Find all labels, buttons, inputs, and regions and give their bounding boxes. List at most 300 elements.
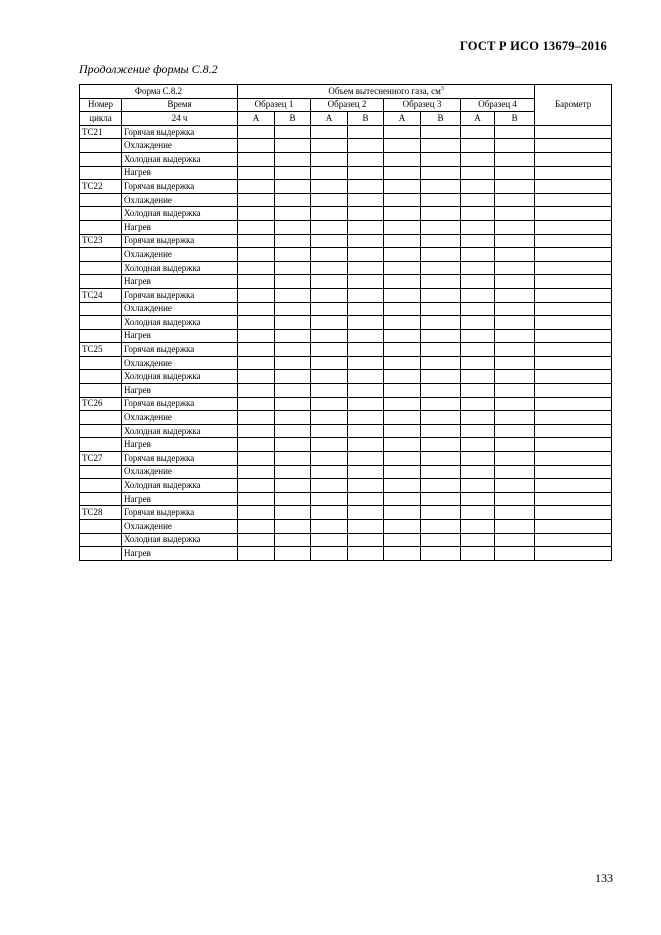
value-cell [421, 438, 461, 452]
barometer-cell [535, 193, 612, 207]
value-cell [421, 234, 461, 248]
barometer-cell [535, 316, 612, 330]
value-cell [275, 248, 311, 262]
value-cell [421, 424, 461, 438]
value-cell [238, 492, 275, 506]
table-row [80, 479, 612, 493]
value-cell [461, 288, 495, 302]
value-cell [384, 356, 421, 370]
value-cell [238, 125, 275, 139]
value-cell [421, 275, 461, 289]
value-cell [384, 139, 421, 153]
stage-cell: Нагрев [122, 492, 238, 506]
value-cell [495, 139, 535, 153]
barometer-cell [535, 438, 612, 452]
value-cell [495, 220, 535, 234]
table-row [80, 520, 612, 534]
cycle-cell [80, 207, 122, 221]
stage-cell: Охлаждение [122, 248, 238, 262]
column-b-header: В [348, 112, 384, 126]
value-cell [495, 152, 535, 166]
value-cell [348, 479, 384, 493]
value-cell [421, 316, 461, 330]
barometer-cell [535, 424, 612, 438]
stage-cell: Охлаждение [122, 520, 238, 534]
value-cell [311, 316, 348, 330]
value-cell [384, 452, 421, 466]
value-cell [384, 438, 421, 452]
value-cell [275, 397, 311, 411]
cycle-cell [80, 302, 122, 316]
value-cell [238, 139, 275, 153]
gas-volume-table [79, 84, 612, 561]
value-cell [275, 384, 311, 398]
value-cell [348, 424, 384, 438]
table-row [80, 533, 612, 547]
value-cell [384, 397, 421, 411]
barometer-cell [535, 261, 612, 275]
value-cell [461, 248, 495, 262]
barometer-cell [535, 139, 612, 153]
value-cell [275, 465, 311, 479]
value-cell [384, 220, 421, 234]
stage-cell: Горячая выдержка [122, 288, 238, 302]
stage-cell: Нагрев [122, 166, 238, 180]
stage-cell: Холодная выдержка [122, 261, 238, 275]
cycle-cell [80, 139, 122, 153]
value-cell [275, 438, 311, 452]
value-cell [238, 465, 275, 479]
table-row [80, 207, 612, 221]
value-cell [384, 329, 421, 343]
table-row [80, 370, 612, 384]
table-row [80, 261, 612, 275]
value-cell [495, 520, 535, 534]
cycle-cell: ТС23 [80, 234, 122, 248]
stage-cell: Холодная выдержка [122, 424, 238, 438]
table-row [80, 343, 612, 357]
value-cell [384, 547, 421, 561]
value-cell [238, 343, 275, 357]
value-cell [495, 248, 535, 262]
value-cell [311, 452, 348, 466]
barometer-cell [535, 506, 612, 520]
value-cell [348, 152, 384, 166]
value-cell [311, 384, 348, 398]
value-cell [495, 180, 535, 194]
value-cell [461, 275, 495, 289]
value-cell [348, 520, 384, 534]
value-cell [461, 207, 495, 221]
value-cell [238, 520, 275, 534]
value-cell [384, 302, 421, 316]
value-cell [348, 533, 384, 547]
barometer-cell [535, 492, 612, 506]
page-number: 133 [595, 871, 613, 885]
value-cell [421, 193, 461, 207]
value-cell [461, 356, 495, 370]
value-cell [495, 275, 535, 289]
value-cell [384, 411, 421, 425]
value-cell [275, 411, 311, 425]
value-cell [275, 220, 311, 234]
table-row [80, 384, 612, 398]
cycle-cell: ТС25 [80, 343, 122, 357]
barometer-cell [535, 125, 612, 139]
value-cell [461, 343, 495, 357]
value-cell [495, 533, 535, 547]
table-row [80, 193, 612, 207]
value-cell [421, 343, 461, 357]
value-cell [461, 520, 495, 534]
value-cell [311, 479, 348, 493]
table-row [80, 275, 612, 289]
value-cell [421, 356, 461, 370]
value-cell [421, 370, 461, 384]
stage-cell: Холодная выдержка [122, 370, 238, 384]
value-cell [348, 329, 384, 343]
value-cell [311, 411, 348, 425]
table-row [80, 438, 612, 452]
value-cell [348, 370, 384, 384]
value-cell [461, 329, 495, 343]
stage-cell: Нагрев [122, 220, 238, 234]
value-cell [461, 479, 495, 493]
value-cell [461, 193, 495, 207]
value-cell [421, 139, 461, 153]
value-cell [495, 547, 535, 561]
value-cell [421, 302, 461, 316]
value-cell [238, 397, 275, 411]
value-cell [384, 288, 421, 302]
value-cell [421, 506, 461, 520]
value-cell [311, 492, 348, 506]
value-cell [495, 397, 535, 411]
value-cell [275, 125, 311, 139]
value-cell [495, 384, 535, 398]
column-a-header: А [238, 112, 275, 126]
value-cell [348, 506, 384, 520]
value-cell [275, 370, 311, 384]
cycle-cell [80, 438, 122, 452]
value-cell [495, 234, 535, 248]
table-row [80, 452, 612, 466]
cycle-cell [80, 316, 122, 330]
value-cell [421, 547, 461, 561]
value-cell [495, 356, 535, 370]
barometer-cell [535, 533, 612, 547]
value-cell [238, 288, 275, 302]
stage-cell: Холодная выдержка [122, 152, 238, 166]
table-row [80, 492, 612, 506]
table-row [80, 411, 612, 425]
barometer-cell [535, 248, 612, 262]
value-cell [275, 234, 311, 248]
value-cell [311, 234, 348, 248]
value-cell [311, 424, 348, 438]
value-cell [421, 125, 461, 139]
stage-cell: Горячая выдержка [122, 397, 238, 411]
table-row [80, 139, 612, 153]
value-cell [384, 479, 421, 493]
value-cell [495, 288, 535, 302]
value-cell [461, 152, 495, 166]
value-cell [495, 424, 535, 438]
value-cell [275, 356, 311, 370]
value-cell [348, 302, 384, 316]
value-cell [275, 547, 311, 561]
value-cell [384, 248, 421, 262]
value-cell [348, 248, 384, 262]
value-cell [275, 180, 311, 194]
value-cell [348, 397, 384, 411]
barometer-cell [535, 356, 612, 370]
value-cell [348, 384, 384, 398]
value-cell [348, 234, 384, 248]
value-cell [421, 207, 461, 221]
value-cell [238, 506, 275, 520]
barometer-cell [535, 465, 612, 479]
value-cell [384, 152, 421, 166]
value-cell [461, 506, 495, 520]
value-cell [461, 547, 495, 561]
value-cell [421, 465, 461, 479]
barometer-cell [535, 397, 612, 411]
value-cell [495, 166, 535, 180]
table-row [80, 125, 612, 139]
value-cell [311, 166, 348, 180]
value-cell [238, 479, 275, 493]
table-row [80, 220, 612, 234]
sample-2-header: Образец 2 [311, 98, 384, 112]
value-cell [461, 261, 495, 275]
value-cell [495, 329, 535, 343]
value-cell [384, 384, 421, 398]
value-cell [461, 438, 495, 452]
value-cell [311, 506, 348, 520]
stage-cell: Охлаждение [122, 411, 238, 425]
value-cell [238, 384, 275, 398]
value-cell [311, 152, 348, 166]
barometer-header: Барометр [535, 85, 612, 126]
value-cell [421, 384, 461, 398]
value-cell [238, 370, 275, 384]
value-cell [348, 288, 384, 302]
value-cell [348, 452, 384, 466]
stage-cell: Охлаждение [122, 139, 238, 153]
barometer-cell [535, 288, 612, 302]
value-cell [461, 397, 495, 411]
value-cell [348, 261, 384, 275]
table-row [80, 234, 612, 248]
value-cell [495, 261, 535, 275]
value-cell [495, 411, 535, 425]
barometer-cell [535, 220, 612, 234]
value-cell [275, 275, 311, 289]
value-cell [384, 520, 421, 534]
table-row [80, 316, 612, 330]
value-cell [238, 275, 275, 289]
value-cell [275, 424, 311, 438]
table-row [80, 329, 612, 343]
value-cell [421, 452, 461, 466]
standard-header: ГОСТ Р ИСО 13679–2016 [459, 39, 607, 53]
value-cell [421, 152, 461, 166]
value-cell [421, 411, 461, 425]
value-cell [275, 152, 311, 166]
value-cell [311, 193, 348, 207]
value-cell [238, 261, 275, 275]
stage-cell: Охлаждение [122, 356, 238, 370]
cycle-cell [80, 411, 122, 425]
barometer-cell [535, 411, 612, 425]
stage-cell: Холодная выдержка [122, 316, 238, 330]
value-cell [461, 370, 495, 384]
barometer-cell [535, 275, 612, 289]
barometer-cell [535, 180, 612, 194]
value-cell [275, 302, 311, 316]
value-cell [311, 261, 348, 275]
value-cell [384, 207, 421, 221]
stage-cell: Нагрев [122, 384, 238, 398]
value-cell [348, 220, 384, 234]
cycle-cell [80, 193, 122, 207]
value-cell [495, 125, 535, 139]
stage-cell: Горячая выдержка [122, 343, 238, 357]
value-cell [238, 316, 275, 330]
value-cell [421, 248, 461, 262]
value-cell [495, 316, 535, 330]
value-cell [384, 275, 421, 289]
cycle-cell [80, 275, 122, 289]
cycle-cell [80, 533, 122, 547]
barometer-cell [535, 479, 612, 493]
value-cell [384, 180, 421, 194]
cycle-cell [80, 356, 122, 370]
value-cell [495, 302, 535, 316]
value-cell [461, 533, 495, 547]
value-cell [348, 125, 384, 139]
barometer-cell [535, 547, 612, 561]
value-cell [384, 261, 421, 275]
value-cell [384, 424, 421, 438]
form-label: Форма С.8.2 [80, 85, 238, 99]
value-cell [311, 343, 348, 357]
column-a-header: А [311, 112, 348, 126]
value-cell [275, 288, 311, 302]
value-cell [311, 533, 348, 547]
value-cell [348, 193, 384, 207]
cycle-cell [80, 492, 122, 506]
cycle-cell [80, 220, 122, 234]
cycle-cell [80, 424, 122, 438]
column-b-header: В [421, 112, 461, 126]
cycle-cell [80, 370, 122, 384]
cycle-header: Номер [80, 98, 122, 112]
barometer-cell [535, 234, 612, 248]
value-cell [275, 506, 311, 520]
value-cell [275, 207, 311, 221]
value-cell [238, 166, 275, 180]
cycle-cell: ТС26 [80, 397, 122, 411]
value-cell [238, 438, 275, 452]
value-cell [348, 180, 384, 194]
value-cell [495, 465, 535, 479]
value-cell [275, 166, 311, 180]
table-row [80, 248, 612, 262]
value-cell [311, 248, 348, 262]
value-cell [311, 180, 348, 194]
table-row [80, 166, 612, 180]
value-cell [421, 520, 461, 534]
value-cell [311, 207, 348, 221]
table-row [80, 424, 612, 438]
barometer-cell [535, 207, 612, 221]
value-cell [384, 193, 421, 207]
table-row [80, 356, 612, 370]
barometer-cell [535, 166, 612, 180]
value-cell [461, 411, 495, 425]
value-cell [461, 139, 495, 153]
value-cell [311, 397, 348, 411]
value-cell [384, 234, 421, 248]
value-cell [461, 220, 495, 234]
value-cell [421, 261, 461, 275]
value-cell [311, 220, 348, 234]
value-cell [348, 492, 384, 506]
value-cell [384, 316, 421, 330]
value-cell [461, 125, 495, 139]
value-cell [348, 139, 384, 153]
value-cell [311, 547, 348, 561]
stage-cell: Холодная выдержка [122, 207, 238, 221]
value-cell [311, 356, 348, 370]
time-header-line2: 24 ч [122, 112, 238, 126]
value-cell [348, 411, 384, 425]
value-cell [461, 166, 495, 180]
table-row [80, 465, 612, 479]
value-cell [238, 193, 275, 207]
value-cell [311, 370, 348, 384]
value-cell [238, 356, 275, 370]
stage-cell: Холодная выдержка [122, 533, 238, 547]
value-cell [421, 329, 461, 343]
value-cell [275, 492, 311, 506]
value-cell [421, 533, 461, 547]
value-cell [238, 234, 275, 248]
value-cell [311, 520, 348, 534]
value-cell [348, 547, 384, 561]
value-cell [275, 452, 311, 466]
volume-header: Объем вытесненного газа, $см^3$ [238, 85, 535, 99]
cycle-cell [80, 152, 122, 166]
value-cell [311, 302, 348, 316]
value-cell [275, 520, 311, 534]
value-cell [495, 343, 535, 357]
stage-cell: Охлаждение [122, 193, 238, 207]
table-row [80, 180, 612, 194]
cycle-cell [80, 248, 122, 262]
value-cell [348, 166, 384, 180]
table-row [80, 506, 612, 520]
column-a-header: А [461, 112, 495, 126]
value-cell [275, 533, 311, 547]
stage-cell: Нагрев [122, 275, 238, 289]
table-row [80, 397, 612, 411]
value-cell [461, 452, 495, 466]
stage-cell: Нагрев [122, 547, 238, 561]
value-cell [238, 533, 275, 547]
